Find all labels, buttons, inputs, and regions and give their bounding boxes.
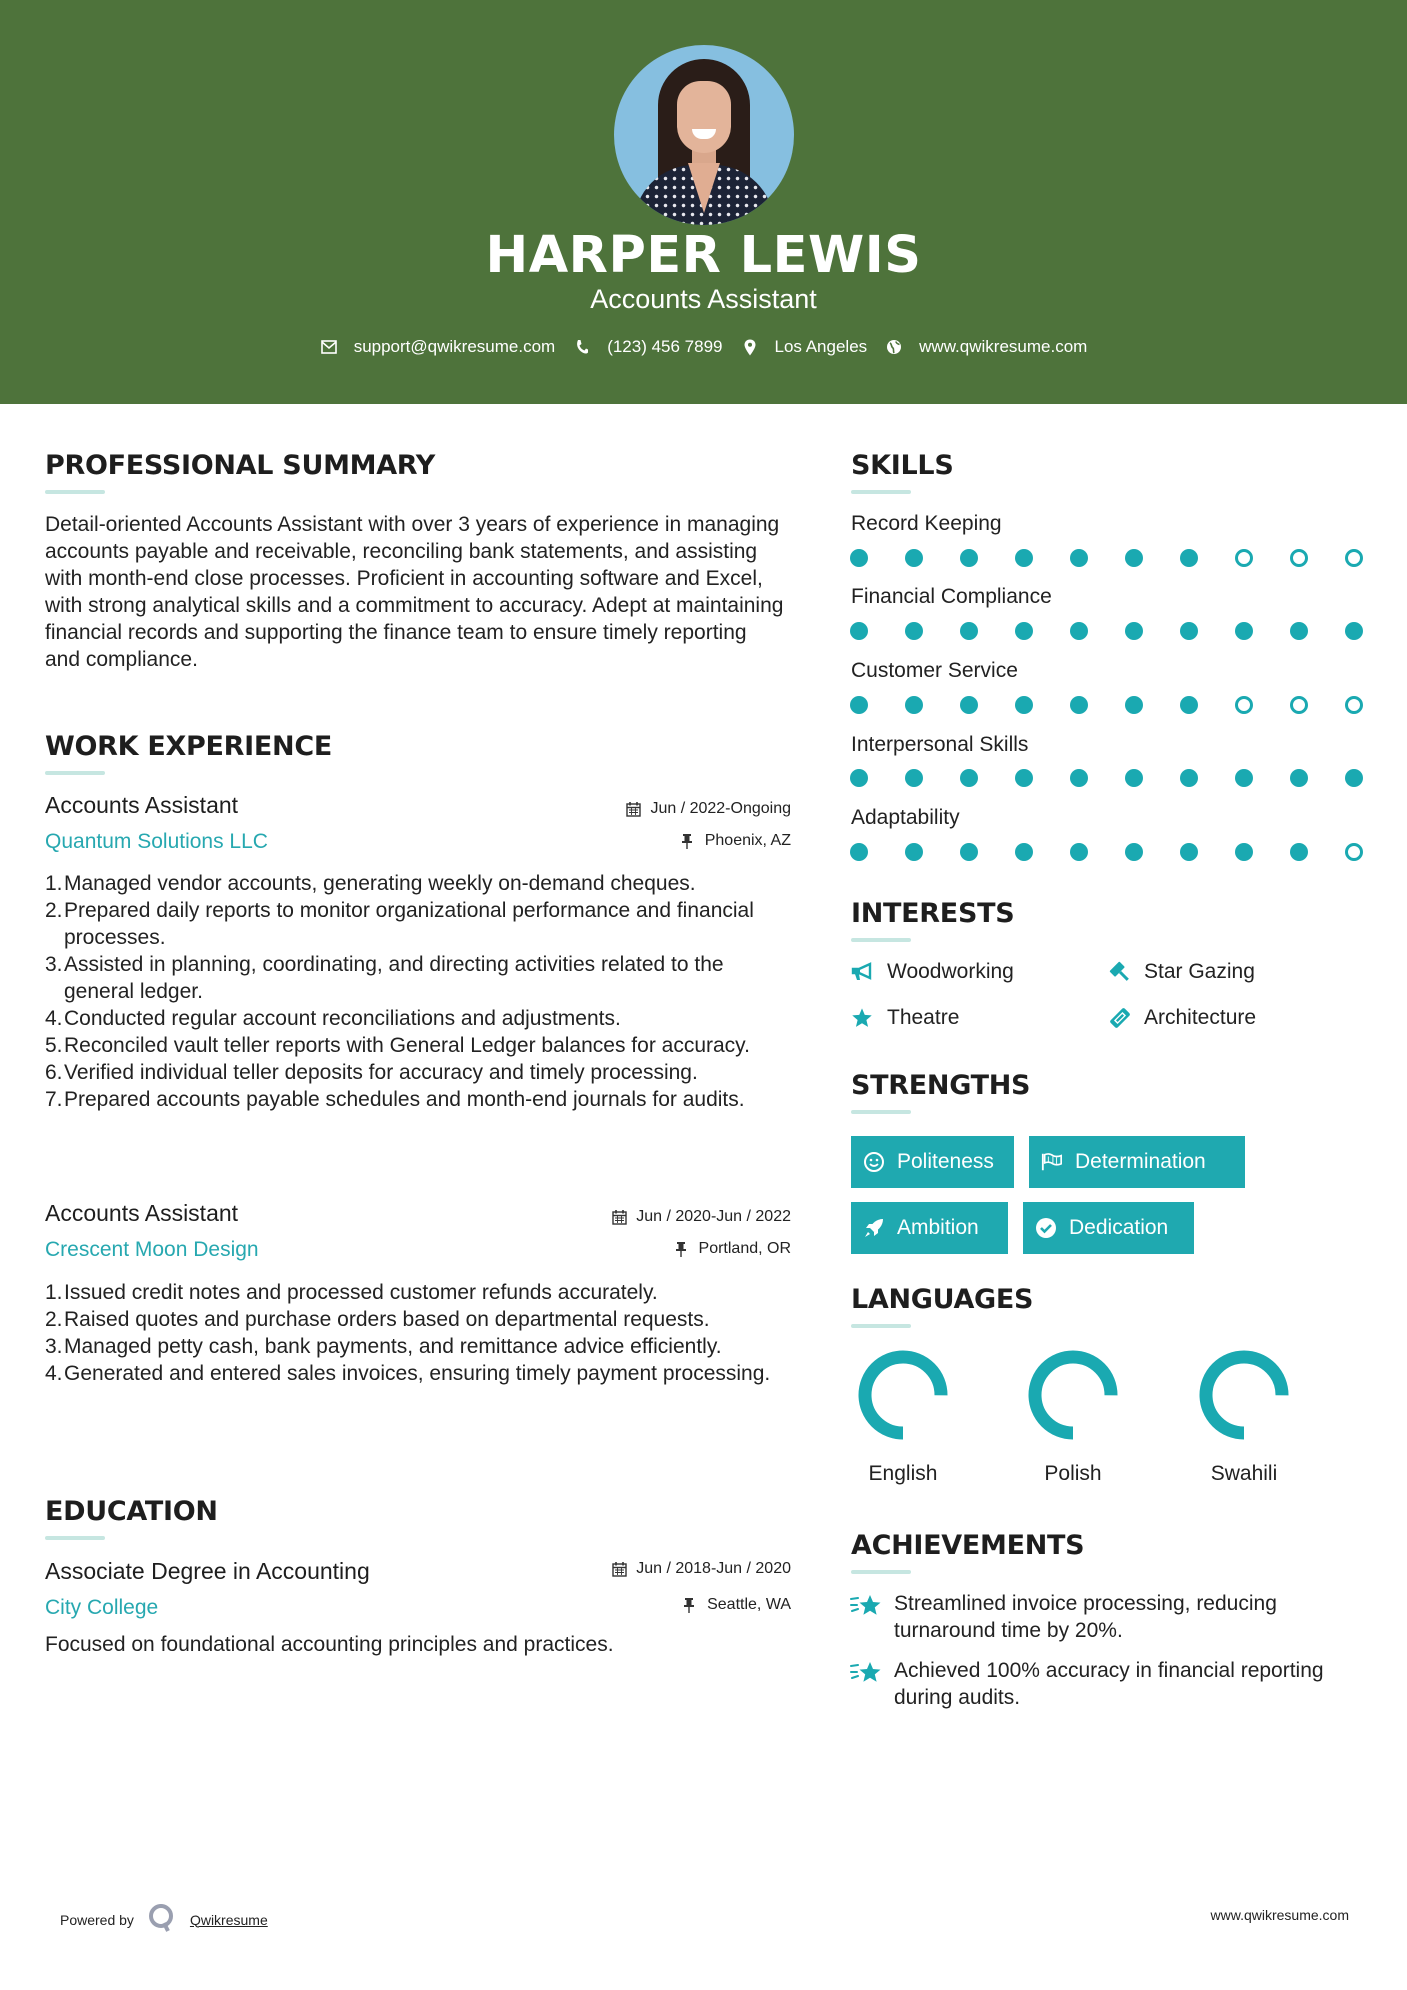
section-underline — [851, 490, 911, 494]
rating-dot-filled — [850, 696, 868, 714]
skill-label: Record Keeping — [851, 512, 1002, 535]
pushpin-icon — [675, 1241, 691, 1257]
section-underline — [851, 1570, 911, 1574]
rating-dot-filled — [1015, 843, 1033, 861]
contact-phone[interactable] — [573, 337, 722, 357]
languages-heading: LANGUAGES — [851, 1284, 1034, 1315]
strength-label: Politeness — [897, 1150, 994, 1173]
dates-text: Jun / 2018-Jun / 2020 — [636, 1560, 791, 1577]
degree-title: Associate Degree in Accounting — [45, 1558, 370, 1584]
list-item: 4. Conducted regular account reconciliations and adjustments. — [45, 1007, 621, 1030]
rating-dot-filled — [850, 622, 868, 640]
interest-item — [1108, 1006, 1256, 1030]
rating-dot-empty — [1235, 549, 1253, 567]
rating-dot-filled — [850, 549, 868, 567]
section-underline — [851, 1110, 911, 1114]
rating-dot-filled — [1015, 696, 1033, 714]
pushpin-icon — [681, 833, 697, 849]
section-underline — [45, 490, 105, 494]
envelope-icon — [320, 338, 338, 356]
rating-dot-filled — [850, 843, 868, 861]
email-text: support@qwikresume.com — [353, 337, 556, 356]
job-location — [681, 832, 791, 850]
rating-dot-filled — [1290, 622, 1308, 640]
map-pin-icon — [741, 338, 759, 356]
strength-label: Dedication — [1069, 1216, 1169, 1239]
footer-powered-by — [60, 1903, 268, 1936]
list-item: 2. Raised quotes and purchase orders based on departmental requests. — [45, 1308, 710, 1331]
interest-label: Architecture — [1144, 1006, 1257, 1029]
job-location — [675, 1240, 791, 1258]
location-text: Portland, OR — [698, 1240, 791, 1257]
language-label: Polish — [1044, 1462, 1102, 1485]
rating-dot-filled — [1180, 549, 1198, 567]
summary-heading: PROFESSIONAL SUMMARY — [45, 450, 436, 481]
skill-rating — [850, 622, 1400, 640]
achievements-heading: ACHIEVEMENTS — [851, 1530, 1085, 1561]
list-item: 7. Prepared accounts payable schedules and month-end journals for audits. — [45, 1088, 745, 1111]
rating-dot-filled — [905, 843, 923, 861]
list-item: 3. Assisted in planning, coordinating, and directing activities related to the general ledger. — [45, 953, 724, 1003]
calendar-icon — [612, 1209, 628, 1225]
rating-dot-filled — [1070, 549, 1088, 567]
company-name: Quantum Solutions LLC — [45, 830, 268, 853]
rating-dot-filled — [1180, 696, 1198, 714]
rating-dot-filled — [1070, 843, 1088, 861]
rating-dot-filled — [960, 769, 978, 787]
candidate-title: Accounts Assistant — [590, 284, 817, 314]
header-banner — [0, 0, 1407, 404]
contact-location — [741, 337, 868, 357]
skill-label: Customer Service — [851, 659, 1018, 682]
language-item — [1018, 1350, 1128, 1486]
shooting-star-icon — [850, 1657, 894, 1711]
interest-item — [1108, 960, 1255, 984]
website-text: www.qwikresume.com — [919, 337, 1088, 356]
rating-dot-filled — [1070, 696, 1088, 714]
phone-icon — [573, 338, 591, 356]
rating-dot-filled — [1015, 622, 1033, 640]
language-ring — [858, 1350, 948, 1440]
job-dates — [626, 800, 791, 818]
brand-link[interactable]: Qwikresume — [189, 1911, 268, 1928]
achievement-text: Streamlined invoice processing, reducing turnaround time by 20%. — [894, 1592, 1277, 1642]
job-dates — [612, 1208, 791, 1226]
interest-item — [851, 1006, 959, 1030]
avatar — [614, 45, 794, 225]
rating-dot-filled — [1235, 622, 1253, 640]
job-title: Accounts Assistant — [45, 792, 239, 818]
education-description: Focused on foundational accounting principles and practices. — [45, 1633, 614, 1656]
gavel-icon — [1108, 960, 1134, 984]
achievement-item — [850, 1590, 1350, 1644]
rating-dot-filled — [905, 769, 923, 787]
school-name: City College — [45, 1596, 159, 1619]
rating-dot-empty — [1235, 696, 1253, 714]
skill-rating — [850, 696, 1400, 714]
strength-label: Ambition — [897, 1216, 979, 1239]
rating-dot-filled — [1180, 769, 1198, 787]
achievement-text: Achieved 100% accuracy in financial reporting during audits. — [894, 1659, 1324, 1709]
shooting-star-icon — [850, 1590, 894, 1644]
phone-text: (123) 456 7899 — [607, 337, 723, 356]
rating-dot-filled — [905, 696, 923, 714]
language-ring — [1028, 1350, 1118, 1440]
megaphone-icon — [851, 960, 877, 984]
strength-label: Determination — [1075, 1150, 1206, 1173]
job-bullets — [45, 1279, 795, 1387]
achievement-item — [850, 1657, 1350, 1711]
rating-dot-filled — [1125, 549, 1143, 567]
qwikresume-logo-icon — [148, 1903, 176, 1936]
rating-dot-filled — [960, 843, 978, 861]
rating-dot-filled — [850, 769, 868, 787]
ticket-icon — [1108, 1006, 1134, 1030]
list-item: 5. Reconciled vault teller reports with General Ledger balances for accuracy. — [45, 1034, 750, 1057]
education-location — [683, 1596, 791, 1614]
globe-icon — [885, 338, 903, 356]
strength-chip-dedication — [1023, 1202, 1194, 1254]
dates-text: Jun / 2020-Jun / 2022 — [636, 1208, 791, 1225]
flag-icon — [1041, 1151, 1063, 1173]
rating-dot-filled — [1345, 769, 1363, 787]
rating-dot-filled — [1235, 843, 1253, 861]
list-item: 3. Managed petty cash, bank payments, and remittance advice efficiently. — [45, 1335, 722, 1358]
language-label: English — [868, 1462, 938, 1485]
interest-label: Woodworking — [887, 960, 1014, 983]
skills-heading: SKILLS — [851, 450, 954, 481]
education-heading: EDUCATION — [45, 1496, 218, 1527]
location-text: Phoenix, AZ — [704, 832, 791, 849]
footer-website[interactable]: www.qwikresume.com — [1210, 1907, 1349, 1923]
language-label: Swahili — [1210, 1462, 1278, 1485]
calendar-icon — [626, 801, 642, 817]
rating-dot-filled — [1345, 622, 1363, 640]
rating-dot-filled — [1235, 769, 1253, 787]
skill-rating — [850, 549, 1400, 567]
section-underline — [45, 771, 105, 775]
location-text: Seattle, WA — [707, 1596, 791, 1613]
rating-dot-filled — [960, 549, 978, 567]
calendar-icon — [612, 1561, 628, 1577]
interest-item — [851, 960, 1014, 984]
list-item: 2. Prepared daily reports to monitor organizational performance and financial processes. — [45, 899, 754, 949]
pushpin-icon — [683, 1597, 699, 1613]
language-item — [1189, 1350, 1299, 1486]
skill-label: Financial Compliance — [851, 585, 1052, 608]
powered-by-text: Powered by — [60, 1911, 134, 1928]
rating-dot-empty — [1345, 843, 1363, 861]
rating-dot-filled — [1180, 843, 1198, 861]
rating-dot-filled — [905, 549, 923, 567]
company-name: Crescent Moon Design — [45, 1238, 259, 1261]
rating-dot-filled — [1015, 549, 1033, 567]
language-item — [848, 1350, 958, 1486]
experience-heading: WORK EXPERIENCE — [45, 731, 332, 762]
check-circle-icon — [1035, 1217, 1057, 1239]
rating-dot-filled — [1125, 843, 1143, 861]
rating-dot-empty — [1345, 696, 1363, 714]
list-item: 6. Verified individual teller deposits for accuracy and timely processing. — [45, 1061, 698, 1084]
skill-rating — [850, 769, 1400, 787]
candidate-name: HARPER LEWIS — [485, 226, 922, 285]
rating-dot-empty — [1290, 696, 1308, 714]
strength-chip-determination — [1029, 1136, 1245, 1188]
list-item: 4. Generated and entered sales invoices, ensuring timely payment processing. — [45, 1362, 771, 1385]
interests-heading: INTERESTS — [851, 898, 1015, 929]
dates-text: Jun / 2022-Ongoing — [650, 800, 791, 817]
rating-dot-filled — [905, 622, 923, 640]
rating-dot-filled — [1125, 622, 1143, 640]
strength-chip-ambition — [851, 1202, 1008, 1254]
summary-text: Detail-oriented Accounts Assistant with over 3 years of experience in managing accounts payable and receivable, reconciling bank statements, and assisting with month-end close processes. Proficient in accounting software and Excel, with strong analytical skills and a commitment to accuracy. Adept at maintaining financial records and supporting the finance team to ensure timely reporting and compliance. — [45, 513, 784, 671]
section-underline — [851, 938, 911, 942]
skill-rating — [850, 843, 1400, 861]
contact-row — [0, 337, 1407, 357]
rating-dot-filled — [1070, 622, 1088, 640]
interest-label: Theatre — [887, 1006, 960, 1029]
strength-chip-politeness — [851, 1136, 1014, 1188]
rating-dot-empty — [1290, 549, 1308, 567]
rocket-icon — [863, 1217, 885, 1239]
rating-dot-filled — [1125, 696, 1143, 714]
education-dates — [612, 1560, 791, 1578]
rating-dot-filled — [1125, 769, 1143, 787]
strengths-heading: STRENGTHS — [851, 1070, 1031, 1101]
star-icon — [851, 1006, 877, 1030]
smile-icon — [863, 1151, 885, 1173]
rating-dot-filled — [1180, 622, 1198, 640]
rating-dot-filled — [1015, 769, 1033, 787]
section-underline — [851, 1324, 911, 1328]
contact-website[interactable] — [885, 337, 1087, 357]
list-item: 1. Issued credit notes and processed customer refunds accurately. — [45, 1281, 658, 1304]
contact-email[interactable] — [320, 337, 556, 357]
rating-dot-filled — [1290, 769, 1308, 787]
rating-dot-filled — [1290, 843, 1308, 861]
section-underline — [45, 1536, 105, 1540]
job-bullets — [45, 870, 795, 1113]
rating-dot-empty — [1345, 549, 1363, 567]
list-item: 1. Managed vendor accounts, generating weekly on-demand cheques. — [45, 872, 696, 895]
skill-label: Adaptability — [851, 806, 960, 829]
interest-label: Star Gazing — [1144, 960, 1255, 983]
job-title: Accounts Assistant — [45, 1200, 239, 1226]
language-ring — [1199, 1350, 1289, 1440]
rating-dot-filled — [960, 696, 978, 714]
skill-label: Interpersonal Skills — [851, 733, 1029, 756]
location-text: Los Angeles — [774, 337, 868, 356]
rating-dot-filled — [1070, 769, 1088, 787]
rating-dot-filled — [960, 622, 978, 640]
